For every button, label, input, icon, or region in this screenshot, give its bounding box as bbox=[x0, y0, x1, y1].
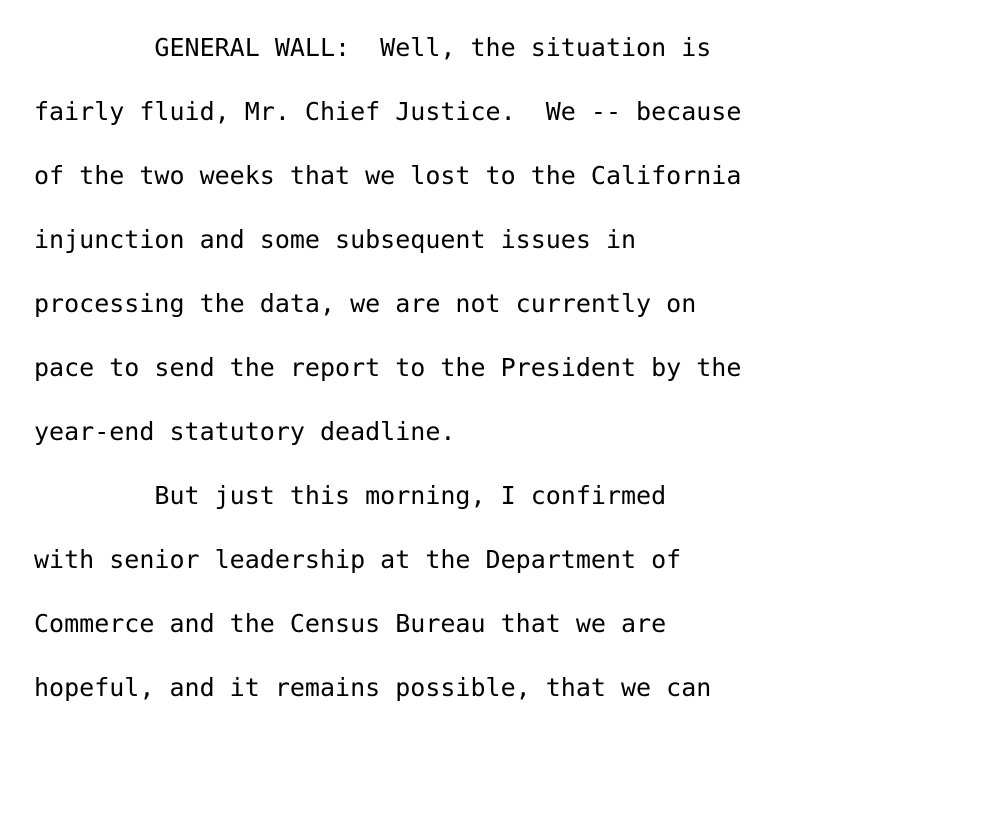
transcript-line: Commerce and the Census Bureau that we are bbox=[34, 609, 667, 638]
transcript-line: hopeful, and it remains possible, that we can bbox=[34, 673, 712, 702]
transcript-line: year-end statutory deadline. bbox=[34, 417, 456, 446]
transcript-line: fairly fluid, Mr. Chief Justice. We -- because bbox=[34, 97, 742, 126]
transcript-line: of the two weeks that we lost to the California bbox=[34, 161, 742, 190]
transcript-line: GENERAL WALL: Well, the situation is bbox=[34, 33, 712, 62]
transcript-line: injunction and some subsequent issues in bbox=[34, 225, 637, 254]
transcript-line: pace to send the report to the President by the bbox=[34, 353, 742, 382]
transcript-line: with senior leadership at the Department of bbox=[34, 545, 682, 574]
transcript-line: But just this morning, I confirmed bbox=[34, 481, 667, 510]
transcript-line: processing the data, we are not currently on bbox=[34, 289, 697, 318]
